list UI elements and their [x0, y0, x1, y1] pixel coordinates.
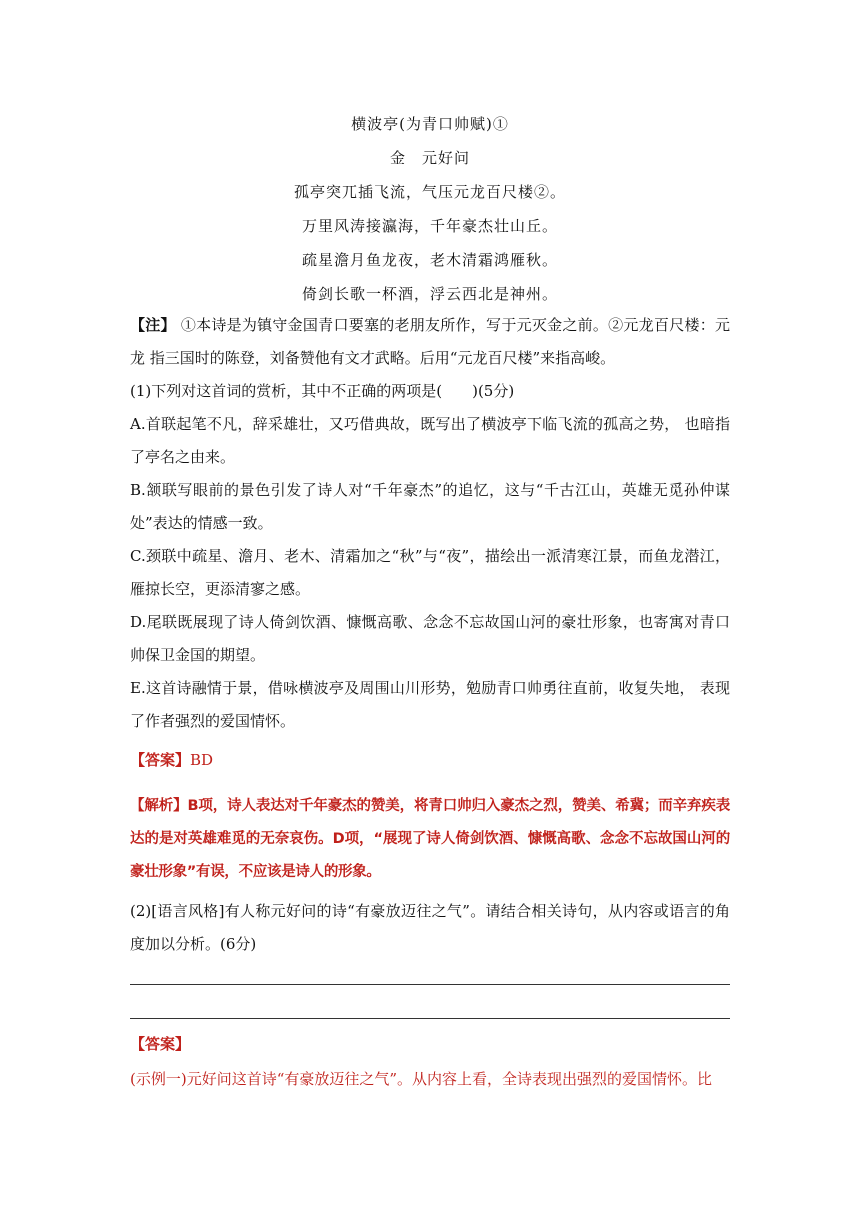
analysis-paragraph: [130, 790, 730, 889]
note-text: ①本诗是为镇守金国青口要塞的老朋友所作，写于元灭金之前。②元龙百尺楼：元龙 指三国时的陈登，刘备赞他有文才武略。后用“元龙百尺楼”来指高峻。: [130, 316, 730, 367]
option-d: D.尾联既展现了诗人倚剑饮酒、慷慨高歌、念念不忘故国山河的豪壮形象，也寄寓对青口帅保卫金国的期望。: [130, 613, 730, 664]
answer-label: 【答案】: [130, 751, 191, 769]
answer-2-label: [130, 1028, 730, 1061]
option-c: C.颈联中疏星、澹月、老木、清霜加之“秋”与“夜”，描绘出一派清寒江景，而鱼龙潜江，雁掠长空，更添清寥之感。: [130, 547, 730, 598]
option-a: A.首联起笔不凡，辞采雄壮，又巧借典故，既写出了横波亭下临飞流的孤高之势， 也暗指了亭名之由来。: [130, 415, 730, 466]
answer-line: [130, 744, 730, 777]
answer-blank-line: [130, 984, 730, 985]
answer-value: BD: [190, 751, 214, 769]
answer-blank-line: [130, 1018, 730, 1019]
poem-line: 倚剑长歌一杯酒，浮云西北是神州。: [301, 285, 558, 303]
question-1-stem: (1)下列对这首词的赏析，其中不正确的两项是( )(5分): [130, 382, 515, 400]
poem-line: 孤亭突兀插飞流，气压元龙百尺楼②。: [293, 183, 566, 201]
answer-2-text: (示例一)元好问这首诗“有豪放迈往之气”。从内容上看，全诗表现出强烈的爱国情怀。比: [130, 1070, 713, 1088]
note-paragraph: [130, 309, 730, 375]
answer-2-label-text: 【答案】: [130, 1035, 191, 1053]
analysis-label: 【解析】: [130, 798, 188, 814]
question-2-stem: (2)[语言风格]有人称元好问的诗“有豪放迈往之气”。请结合相关诗句，从内容或语言的角度加以分析。(6分): [130, 902, 730, 953]
analysis-text: B项，诗人表达对千年豪杰的赞美，将青口帅归入豪杰之烈，赞美、希冀；而辛弃疾表达的是对英雄难觅的无奈哀伤。D项，“展现了诗人倚剑饮酒、慷慨高歌、念念不忘故国山河的豪壮形象”有误，不应该是诗人的形象。: [130, 798, 730, 880]
option-b: B.颔联写眼前的景色引发了诗人对“千年豪杰”的追忆，这与“千古江山，英雄无觅孙仲谋处”表达的情感一致。: [130, 481, 730, 532]
poem-line: 万里风涛接瀛海，千年豪杰壮山丘。: [301, 217, 558, 235]
note-label: 【注】: [130, 316, 176, 334]
poem-title: 横波亭(为青口帅赋)①: [351, 115, 509, 133]
poem-author: 金 元好问: [389, 149, 470, 167]
option-e: E.这首诗融情于景，借咏横波亭及周围山川形势，勉励青口帅勇往直前，收复失地， 表现了作者强烈的爱国情怀。: [130, 679, 730, 730]
poem-line: 疏星澹月鱼龙夜，老木清霜鸿雁秋。: [301, 251, 558, 269]
